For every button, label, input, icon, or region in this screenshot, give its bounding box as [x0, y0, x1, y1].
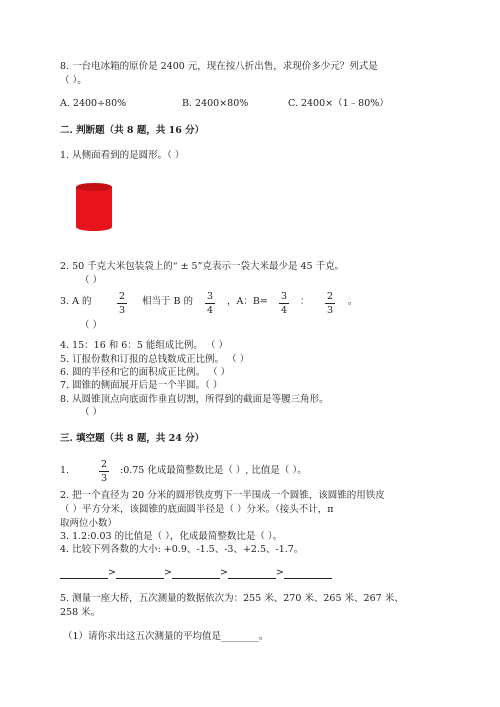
s3-q5-line1: 5. 测量一座大桥，五次测量的数据依次为：255 米、270 米、265 米、267 米、 — [60, 593, 404, 604]
s2-q2-line2: （ ） — [80, 275, 103, 286]
fraction-denominator: 4 — [280, 305, 288, 316]
s3-q2-line1: 2. 把一个直径为 20 分米的圆形铁皮剪下一半围成一个圆锥，该圆锥的用铁皮 — [60, 490, 385, 501]
fraction-bar — [325, 303, 335, 304]
s2-q3-end: 。 — [348, 296, 358, 307]
s2-q5: 5. 订报份数和订报的总钱数成正比例。 （ ） — [60, 354, 250, 365]
greater-than-sign: > — [108, 567, 116, 578]
s2-q1: 1. 从侧面看到的是圆形。（ ） — [60, 150, 185, 161]
q8-option-c: C. 2400×（1﹣80%） — [288, 98, 389, 109]
fraction-bar — [117, 303, 127, 304]
s2-q8-line2: （ ） — [80, 407, 103, 418]
fraction-numerator: 2 — [326, 291, 334, 302]
s3-q1-prefix: 1. — [60, 465, 70, 476]
fraction-denominator: 4 — [206, 305, 214, 316]
s2-q8-line1: 8. 从圆锥顶点向底面作垂直切割，所得到的截面是等腰三角形。 — [60, 394, 329, 405]
s3-q2-line2: （ ）平方分米，该圆锥的底面圆半径是（ ）分米。（接头不计，π — [60, 504, 334, 515]
fraction-denominator: 3 — [326, 305, 334, 316]
s2-q6: 6. 圆的半径和它的面积成正比例。 （ ） — [60, 367, 231, 378]
fraction-denominator: 3 — [100, 473, 108, 484]
fraction-numerator: 2 — [118, 291, 126, 302]
s3-q1-rest: :0.75 化成最简整数比是（ ）, 比值是（ ）。 — [120, 465, 307, 476]
answer-blank[interactable] — [284, 568, 332, 579]
s3-q3: 3. 1.2:0.03 的比值是（ ），化成最简整数比是（ ）。 — [60, 531, 283, 542]
s2-q3-colon: ： — [300, 296, 310, 307]
s2-q3-answer-paren: （ ） — [80, 320, 103, 331]
fraction-bar — [279, 303, 289, 304]
greater-than-sign: > — [163, 567, 172, 578]
answer-blank[interactable] — [60, 568, 108, 579]
s2-q3-prefix: 3. A 的 — [60, 296, 92, 307]
answer-blank[interactable] — [116, 568, 164, 579]
answer-blank[interactable] — [228, 568, 276, 579]
fraction-numerator: 3 — [280, 291, 288, 302]
s3-q4-comparison-row — [60, 567, 332, 579]
fraction-numerator: 2 — [100, 459, 108, 470]
s2-q3-fraction-3 — [279, 291, 289, 316]
q8-stem-line1: 8. 一台电冰箱的原价是 2400 元，现在按八折出售，求现价多少元？列式是 — [60, 61, 378, 72]
section-title-fill-in: 三. 填空题（共 8 题，共 24 分） — [60, 433, 205, 444]
q8-option-b: B. 2400×80% — [182, 98, 249, 109]
s3-q5-line2: 258 米。 — [60, 607, 101, 618]
greater-than-sign: > — [219, 567, 228, 578]
s3-q4: 4. 比较下列各数的大小: +0.9、-1.5、-3、+2.5、-1.7。 — [60, 544, 304, 555]
s3-q5-sub1: （1）请你求出这五次测量的平均值是________。 — [63, 631, 269, 642]
s2-q2-line1: 2. 50 千克大米包装袋上的“ ± 5”克表示一袋大米最少是 45 千克。 — [60, 261, 345, 272]
s2-q7: 7. 圆锥的侧面展开后是一个半圆。（ ） — [60, 380, 223, 391]
s2-q3-mid: 相当于 B 的 — [142, 296, 194, 307]
fraction-bar — [99, 471, 109, 472]
s2-q3-ratio-label: ，A：B= — [227, 296, 268, 307]
s2-q3-fraction-4 — [325, 291, 335, 316]
cylinder-body — [76, 187, 112, 227]
s2-q3-fraction-1 — [117, 291, 127, 316]
answer-blank[interactable] — [172, 568, 220, 579]
q8-option-a: A. 2400÷80% — [60, 98, 127, 109]
q8-stem-line2: （ ）。 — [60, 75, 87, 86]
fraction-denominator: 3 — [118, 305, 126, 316]
s3-q2-line3: 取两位小数） — [60, 518, 118, 529]
section-title-judgement: 二. 判断题（共 8 题，共 16 分） — [60, 125, 205, 136]
cylinder-top — [76, 183, 112, 191]
s2-q4: 4. 15：16 和 6：5 能组成比例。 （ ） — [60, 340, 228, 351]
s3-q1-fraction — [99, 459, 109, 484]
fraction-numerator: 3 — [206, 291, 214, 302]
s2-q3-fraction-2 — [205, 291, 215, 316]
fraction-bar — [205, 303, 215, 304]
red-cylinder-image — [75, 182, 113, 232]
cylinder-bottom — [76, 223, 112, 231]
greater-than-sign: > — [275, 567, 284, 578]
